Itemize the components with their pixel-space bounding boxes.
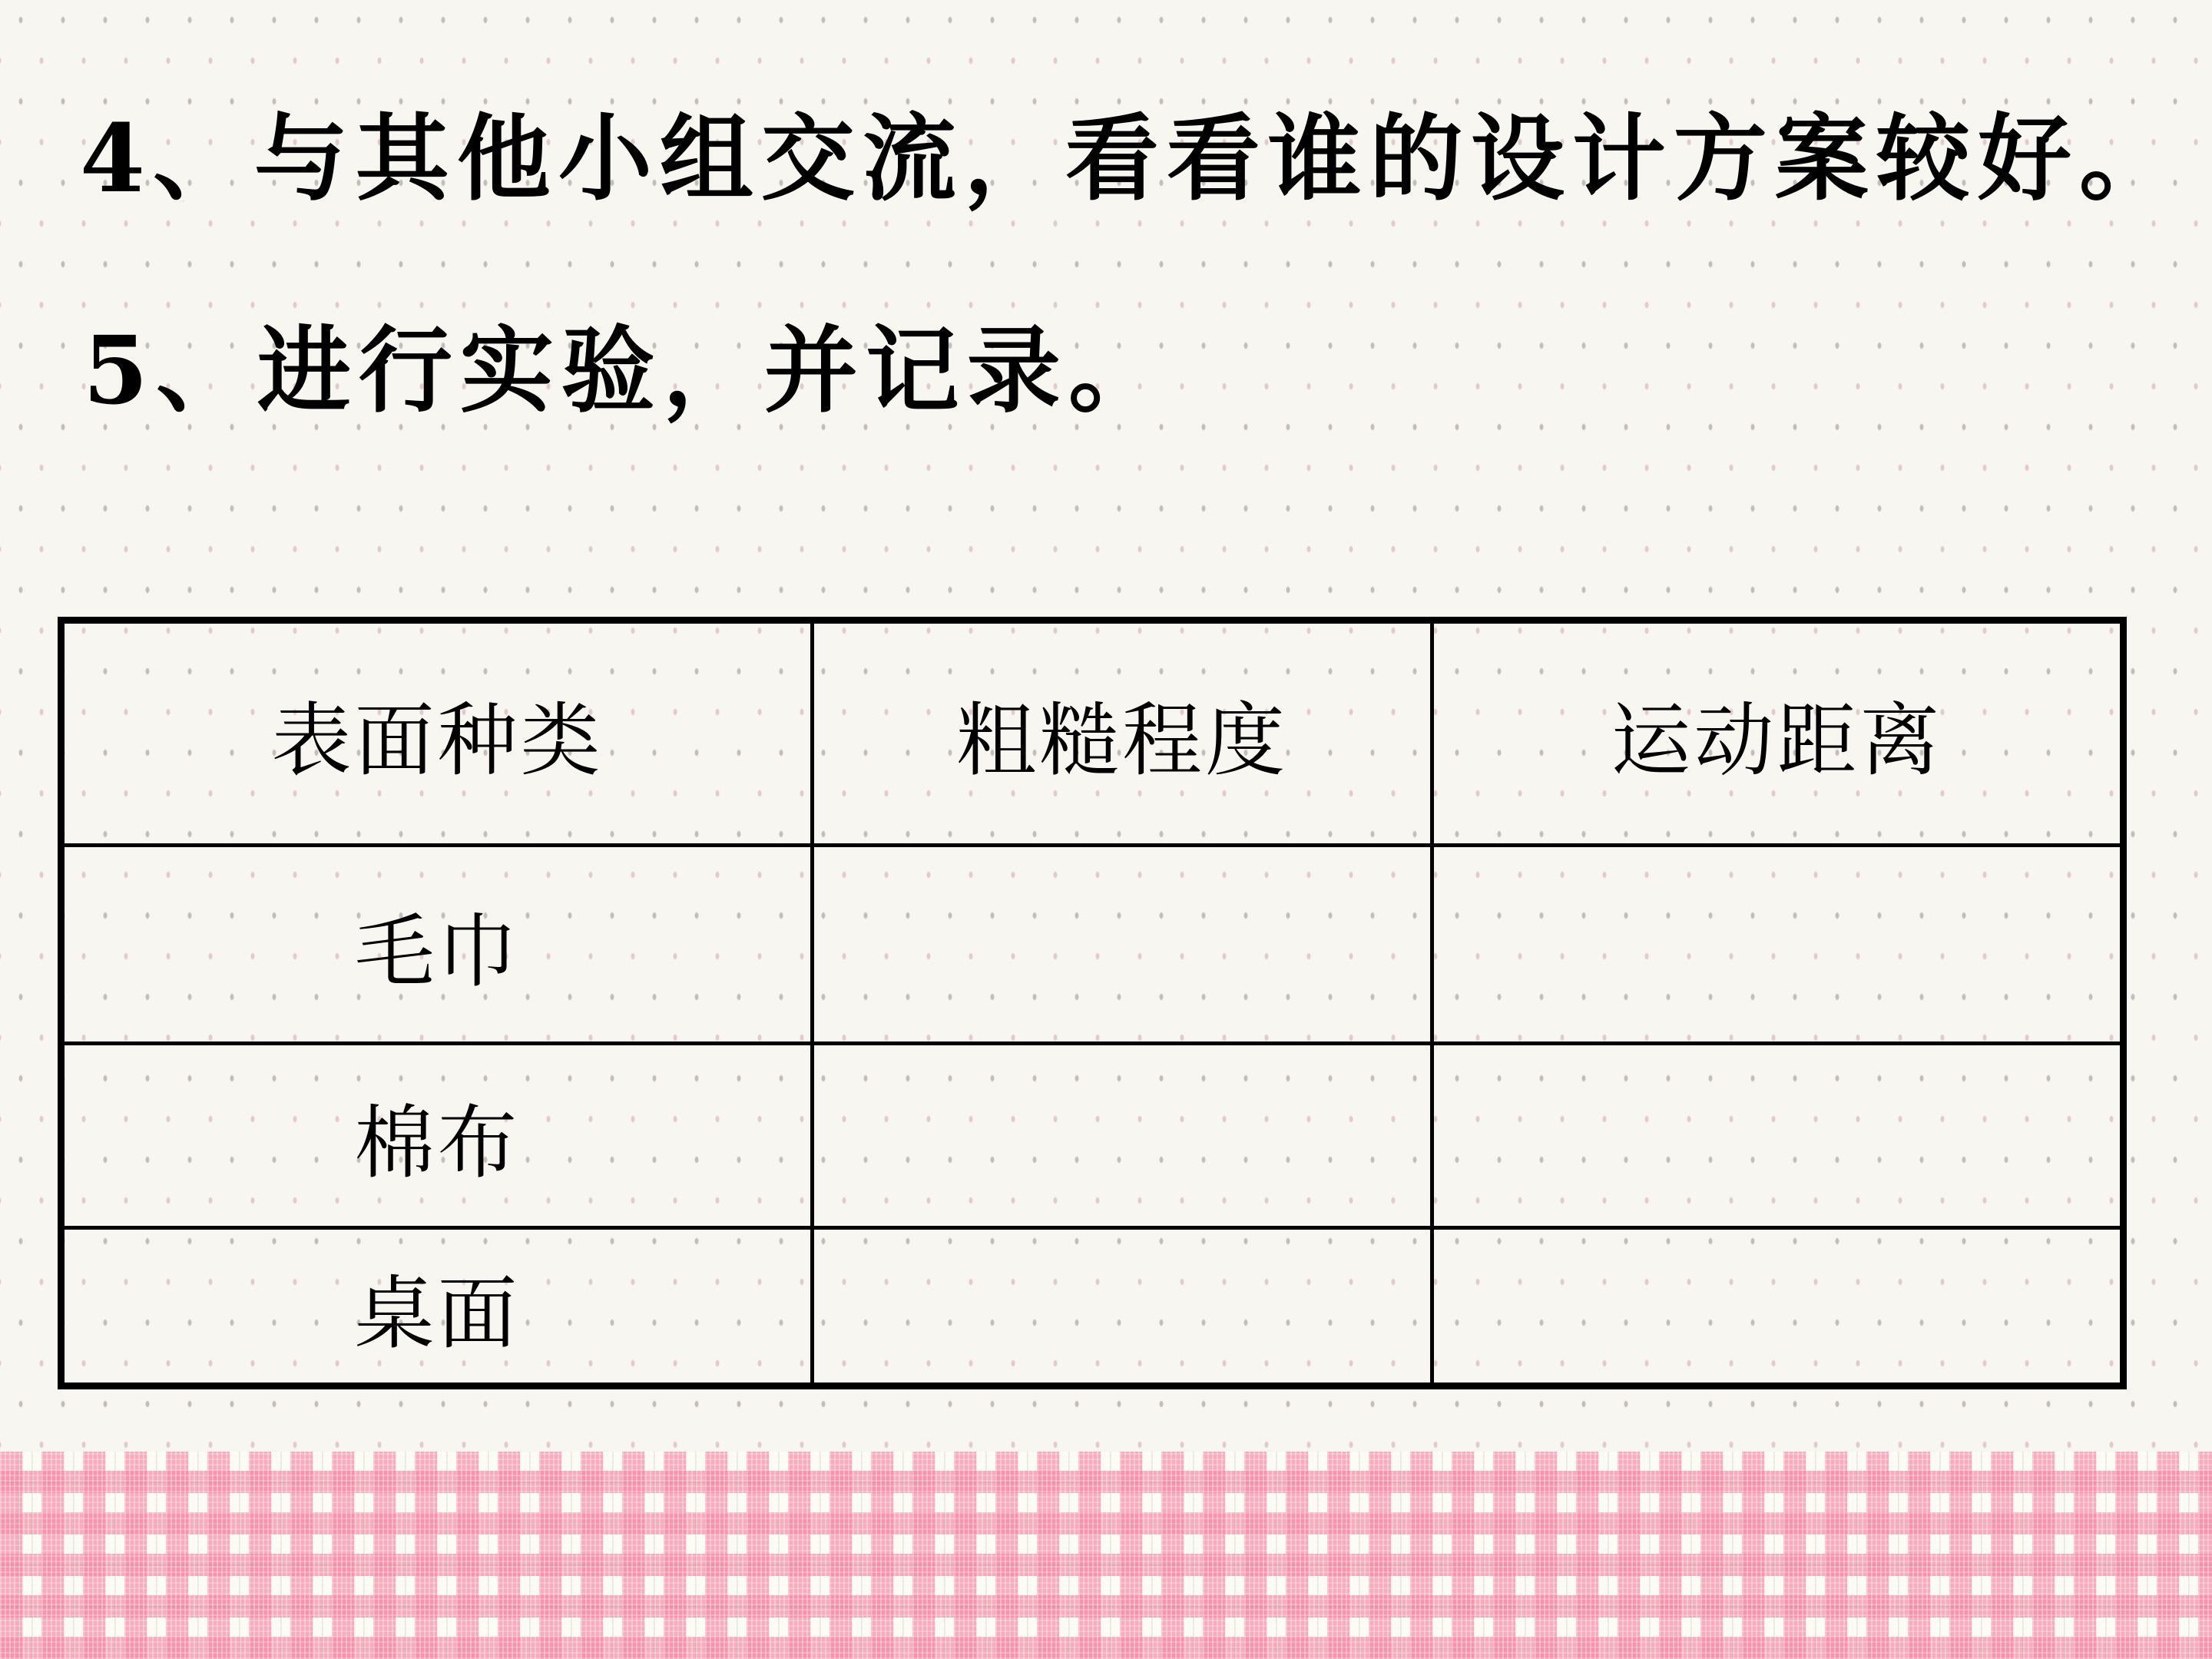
- table-row-cotton: [61, 1044, 2124, 1228]
- experiment-record-table: [58, 617, 2127, 1389]
- header-motion-distance: 运动距离: [1432, 621, 2124, 846]
- row-label-desktop: 桌面: [61, 1228, 813, 1386]
- cell-cotton-distance: [1432, 1044, 2124, 1228]
- instruction-item-4: 4、与其他小组交流，看看谁的设计方案较好。: [80, 103, 2181, 214]
- instruction-item-5: 5、进行实验，并记录。: [83, 315, 1170, 426]
- header-roughness: 粗糙程度: [813, 621, 1432, 846]
- cell-towel-distance: [1432, 846, 2124, 1044]
- table-row-desktop: [61, 1228, 2124, 1386]
- gingham-footer-strip: [0, 1452, 2212, 1659]
- cell-towel-roughness: [813, 846, 1432, 1044]
- row-label-towel: 毛巾: [61, 846, 813, 1044]
- cell-desktop-distance: [1432, 1228, 2124, 1386]
- header-surface-type: 表面种类: [61, 621, 813, 846]
- cell-desktop-roughness: [813, 1228, 1432, 1386]
- table-header-row: [61, 621, 2124, 846]
- cell-cotton-roughness: [813, 1044, 1432, 1228]
- table-row-towel: [61, 846, 2124, 1044]
- row-label-cotton: 棉布: [61, 1044, 813, 1228]
